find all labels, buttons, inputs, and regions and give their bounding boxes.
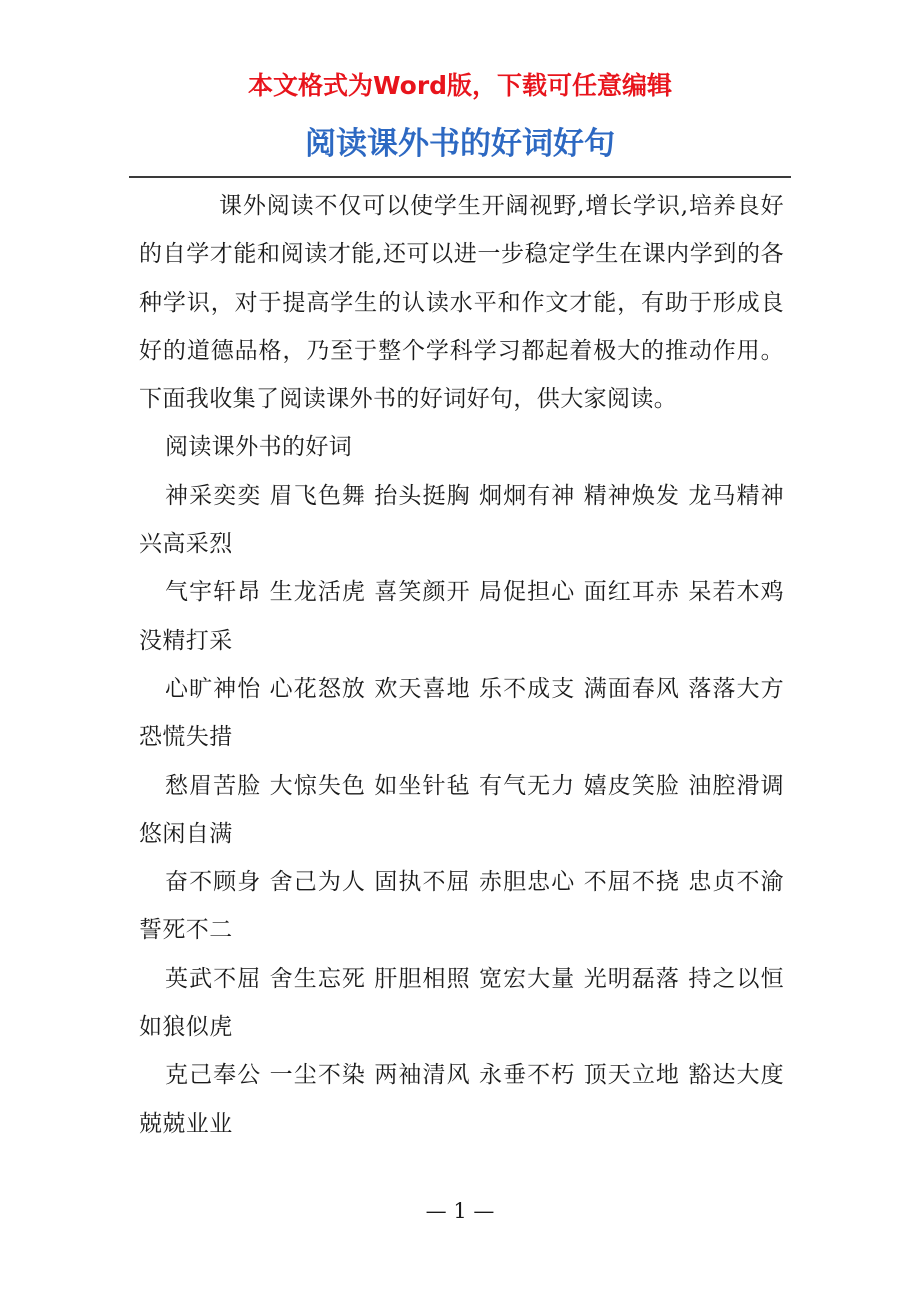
format-notice-banner: 本文格式为Word版，下载可任意编辑 <box>247 71 673 100</box>
document-body <box>139 182 784 1148</box>
page-number: — 1 — <box>425 1199 495 1223</box>
word-group-3: 心旷神怡 心花怒放 欢天喜地 乐不成支 满面春风 落落大方 恐慌失措 <box>139 675 784 751</box>
word-group-5: 奋不顾身 舍己为人 固执不屈 赤胆忠心 不屈不挠 忠贞不渝 誓死不二 <box>139 869 784 944</box>
section-heading: 阅读课外书的好词 <box>165 434 353 461</box>
word-group-4: 愁眉苦脸 大惊失色 如坐针毡 有气无力 嬉皮笑脸 油腔滑调 悠闲自满 <box>139 772 784 847</box>
title-divider <box>129 176 791 178</box>
word-group-2: 气宇轩昂 生龙活虎 喜笑颜开 局促担心 面红耳赤 呆若木鸡 没精打采 <box>139 579 784 654</box>
word-group-1: 神采奕奕 眉飞色舞 抬头挺胸 炯炯有神 精神焕发 龙马精神 兴高采烈 <box>139 482 784 558</box>
word-group-6: 英武不屈 舍生忘死 肝胆相照 宽宏大量 光明磊落 持之以恒 如狼似虎 <box>139 965 784 1041</box>
intro-paragraph: 课外阅读不仅可以使学生开阔视野,增长学识,培养良好的自学才能和阅读才能,还可以进一步稳定学生在课内学到的各种学识，对于提高学生的认读水平和作文才能，有助于形成良好的道德品格，乃至于整个学科学习都起着极大的推动作用。下面我收集了阅读课外书的好词好句，供大家阅读。 <box>139 193 784 413</box>
document-title: 阅读课外书的好词好句 <box>305 126 615 162</box>
word-group-7: 克己奉公 一尘不染 两袖清风 永垂不朽 顶天立地 豁达大度 兢兢业业 <box>139 1062 784 1137</box>
